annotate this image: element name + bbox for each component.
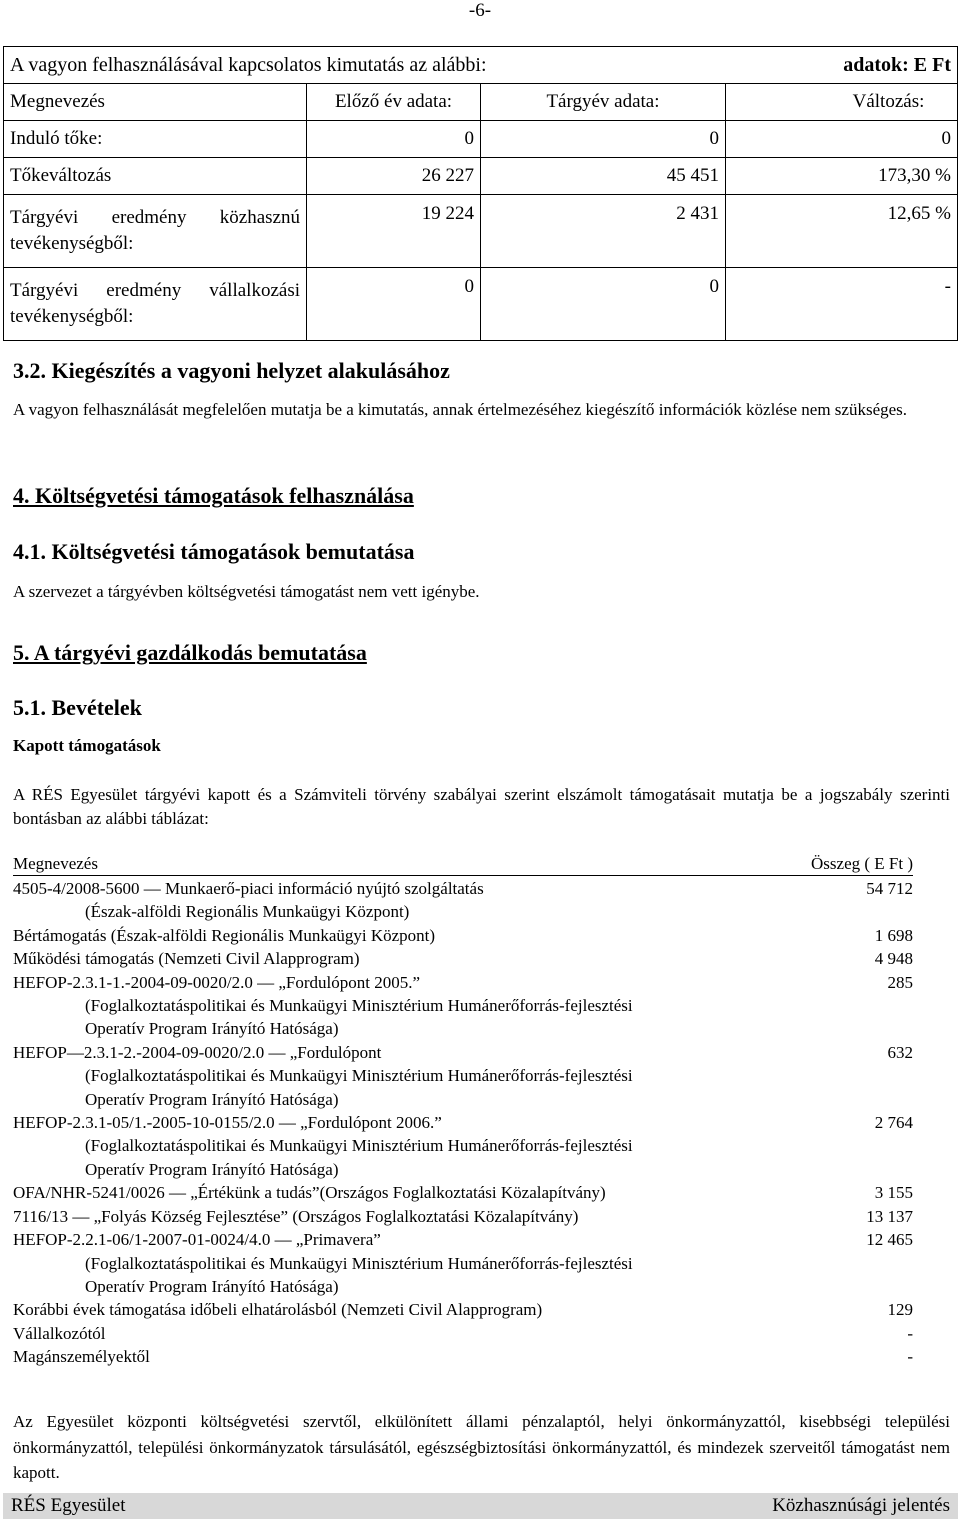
row-label: Tárgyévi eredmény vállalkozási tevékenységből: <box>4 268 307 341</box>
grant-amount: 13 137 <box>866 1206 913 1226</box>
section-3-2-text: A vagyon felhasználását megfelelően mutatja be a kimutatás, annak értelmezéséhez kiegészítő információk közlése nem szükséges. <box>13 400 908 419</box>
list-item <box>13 971 913 994</box>
grant-name: Vállalkozótól <box>13 1323 106 1343</box>
section-4-1-heading: 4.1. Költségvetési támogatások bemutatása <box>13 539 415 564</box>
table-header-row <box>4 84 958 121</box>
grant-amount: 2 764 <box>874 1113 913 1133</box>
section-3-2-heading: 3.2. Kiegészítés a vagyoni helyzet alakulásához <box>13 358 450 383</box>
list-item <box>13 1064 913 1087</box>
list-item <box>13 1252 913 1275</box>
page-footer <box>3 1493 958 1519</box>
grant-name: (Foglalkoztatáspolitikai és Munkaügyi Minisztérium Humánerőforrás-fejlesztési <box>85 1253 633 1273</box>
grant-name: Működési támogatás (Nemzeti Civil Alapprogram) <box>13 949 360 969</box>
footer-left: RÉS Egyesület <box>11 1495 126 1516</box>
grant-amount <box>823 1275 913 1298</box>
grant-name: (Foglalkoztatáspolitikai és Munkaügyi Minisztérium Humánerőforrás-fejlesztési <box>85 1136 633 1156</box>
table-row <box>4 268 958 341</box>
row-change: 12,65 % <box>726 195 958 268</box>
grant-name: 7116/13 ― „Folyás Község Fejlesztése” (Országos Foglalkoztatási Közalapítvány) <box>13 1206 579 1226</box>
grant-amount: 4 948 <box>874 949 913 969</box>
grant-name: Operatív Program Irányító Hatósága) <box>85 1276 339 1296</box>
grant-amount <box>823 1158 913 1181</box>
grant-name: HEFOP-2.3.1-05/1.-2005-10-0155/2.0 ― „Fordulópont 2006.” <box>13 1113 442 1133</box>
grant-amount <box>823 1134 913 1157</box>
header-curr: Tárgyév adata: <box>481 84 726 121</box>
page-number: -6- <box>468 0 492 21</box>
row-prev: 26 227 <box>307 158 481 195</box>
table-unit: adatok: E Ft <box>843 53 951 76</box>
grants-list <box>13 853 913 1369</box>
list-item <box>13 877 913 900</box>
grant-name: HEFOP-2.2.1-06/1-2007-01-0024/4.0 ― „Primavera” <box>13 1230 381 1250</box>
section-4-1-text: A szervezet a tárgyévben költségvetési támogatást nem vett igénybe. <box>13 582 480 601</box>
section-5-1-subheading: Kapott támogatások <box>13 736 161 755</box>
header-name: Megnevezés <box>4 84 307 121</box>
row-curr: 2 431 <box>481 195 726 268</box>
grant-amount: 1 698 <box>874 925 913 945</box>
list-item <box>13 1181 913 1204</box>
asset-usage-table <box>3 46 958 341</box>
table-row <box>4 121 958 158</box>
grant-amount: 632 <box>887 1042 913 1062</box>
list-item <box>13 994 913 1017</box>
grant-amount: 285 <box>887 972 913 992</box>
grant-name: Bértámogatás (Észak-alföldi Regionális Munkaügyi Központ) <box>13 925 436 945</box>
table-row <box>4 195 958 268</box>
grant-name: 4505-4/2008-5600 ― Munkaerő-piaci információ nyújtó szolgáltatás <box>13 879 484 898</box>
section-5-1-text: A RÉS Egyesület tárgyévi kapott és a Számviteli törvény szabályai szerint elszámolt támogatásait mutatja be a jogszabály szerinti bontásban az alábbi táblázat: <box>13 785 950 828</box>
grant-name: (Foglalkoztatáspolitikai és Munkaügyi Minisztérium Humánerőforrás-fejlesztési <box>85 1066 633 1086</box>
list-item <box>13 1205 913 1228</box>
grant-amount <box>823 1017 913 1040</box>
row-curr: 0 <box>481 121 726 158</box>
row-change: 173,30 % <box>726 158 958 195</box>
list-item <box>13 1228 913 1251</box>
grants-header-name: Megnevezés <box>13 854 98 873</box>
list-item <box>13 1017 913 1040</box>
grant-name: Magánszemélyektől <box>13 1347 150 1367</box>
grant-amount: 12 465 <box>866 1230 913 1250</box>
grant-amount <box>823 900 913 923</box>
list-item <box>13 1275 913 1298</box>
closing-text: Az Egyesület központi költségvetési szervtől, elkülönített állami pénzalaptól, helyi önkormányzattól, kisebbségi települési önkormányzattól, települési önkormányzatok társulásától, egészségbiztosítási önkormányzattól, és mindezek szerveitől támogatást nem kapott. <box>13 1412 950 1482</box>
row-label: Tőkeváltozás <box>4 158 307 195</box>
grant-name: (Észak-alföldi Regionális Munkaügyi Központ) <box>85 902 410 922</box>
list-item <box>13 1041 913 1064</box>
grant-name: (Foglalkoztatáspolitikai és Munkaügyi Minisztérium Humánerőforrás-fejlesztési <box>85 996 633 1016</box>
grants-header-amount: Összeg ( E Ft ) <box>811 854 913 873</box>
grant-name: Operatív Program Irányító Hatósága) <box>85 1159 339 1179</box>
grant-name: HEFOP-2.3.1-1.-2004-09-0020/2.0 ― „Fordulópont 2005.” <box>13 972 421 992</box>
table-title: A vagyon felhasználásával kapcsolatos kimutatás az alábbi: <box>10 53 487 76</box>
grant-amount <box>823 994 913 1017</box>
row-change: 0 <box>726 121 958 158</box>
list-item <box>13 1158 913 1181</box>
header-prev: Előző év adata: <box>307 84 481 121</box>
grant-amount <box>823 1064 913 1087</box>
grant-name: OFA/NHR-5241/0026 ― „Értékünk a tudás”(Országos Foglalkoztatási Közalapítvány) <box>13 1183 606 1203</box>
grant-name: HEFOP―2.3.1-2.-2004-09-0020/2.0 ― „Fordulópont <box>13 1042 382 1062</box>
section-4-heading: 4. Költségvetési támogatások felhasználása <box>13 483 414 508</box>
grant-name: Korábbi évek támogatása időbeli elhatárolásból (Nemzeti Civil Alapprogram) <box>13 1300 543 1320</box>
row-prev: 0 <box>307 121 481 158</box>
table-row <box>4 158 958 195</box>
list-item <box>13 947 913 970</box>
grant-amount: 129 <box>887 1300 913 1320</box>
grant-amount: - <box>907 1323 913 1343</box>
list-item <box>13 1111 913 1134</box>
table-title-row <box>4 47 958 84</box>
grant-amount <box>823 1252 913 1275</box>
grant-amount: 54 712 <box>866 879 913 898</box>
row-label: Induló tőke: <box>4 121 307 158</box>
grant-amount <box>823 1088 913 1111</box>
grant-amount: 3 155 <box>874 1183 913 1203</box>
footer-right: Közhasznúsági jelentés <box>772 1495 950 1516</box>
row-curr: 0 <box>481 268 726 341</box>
row-prev: 0 <box>307 268 481 341</box>
row-curr: 45 451 <box>481 158 726 195</box>
row-label: Tárgyévi eredmény közhasznú tevékenységből: <box>4 195 307 268</box>
grant-name: Operatív Program Irányító Hatósága) <box>85 1089 339 1109</box>
section-5-heading: 5. A tárgyévi gazdálkodás bemutatása <box>13 640 367 665</box>
list-item <box>13 1134 913 1157</box>
list-item <box>13 1088 913 1111</box>
list-item <box>13 900 913 923</box>
grant-name: Operatív Program Irányító Hatósága) <box>85 1019 339 1039</box>
section-5-1-heading: 5.1. Bevételek <box>13 695 142 720</box>
grants-header <box>13 853 913 876</box>
row-change: - <box>726 268 958 341</box>
header-change: Változás: <box>726 84 958 121</box>
list-item <box>13 1322 913 1345</box>
list-item <box>13 1345 913 1368</box>
row-prev: 19 224 <box>307 195 481 268</box>
grant-amount: - <box>907 1347 913 1367</box>
list-item <box>13 924 913 947</box>
list-item <box>13 1298 913 1321</box>
